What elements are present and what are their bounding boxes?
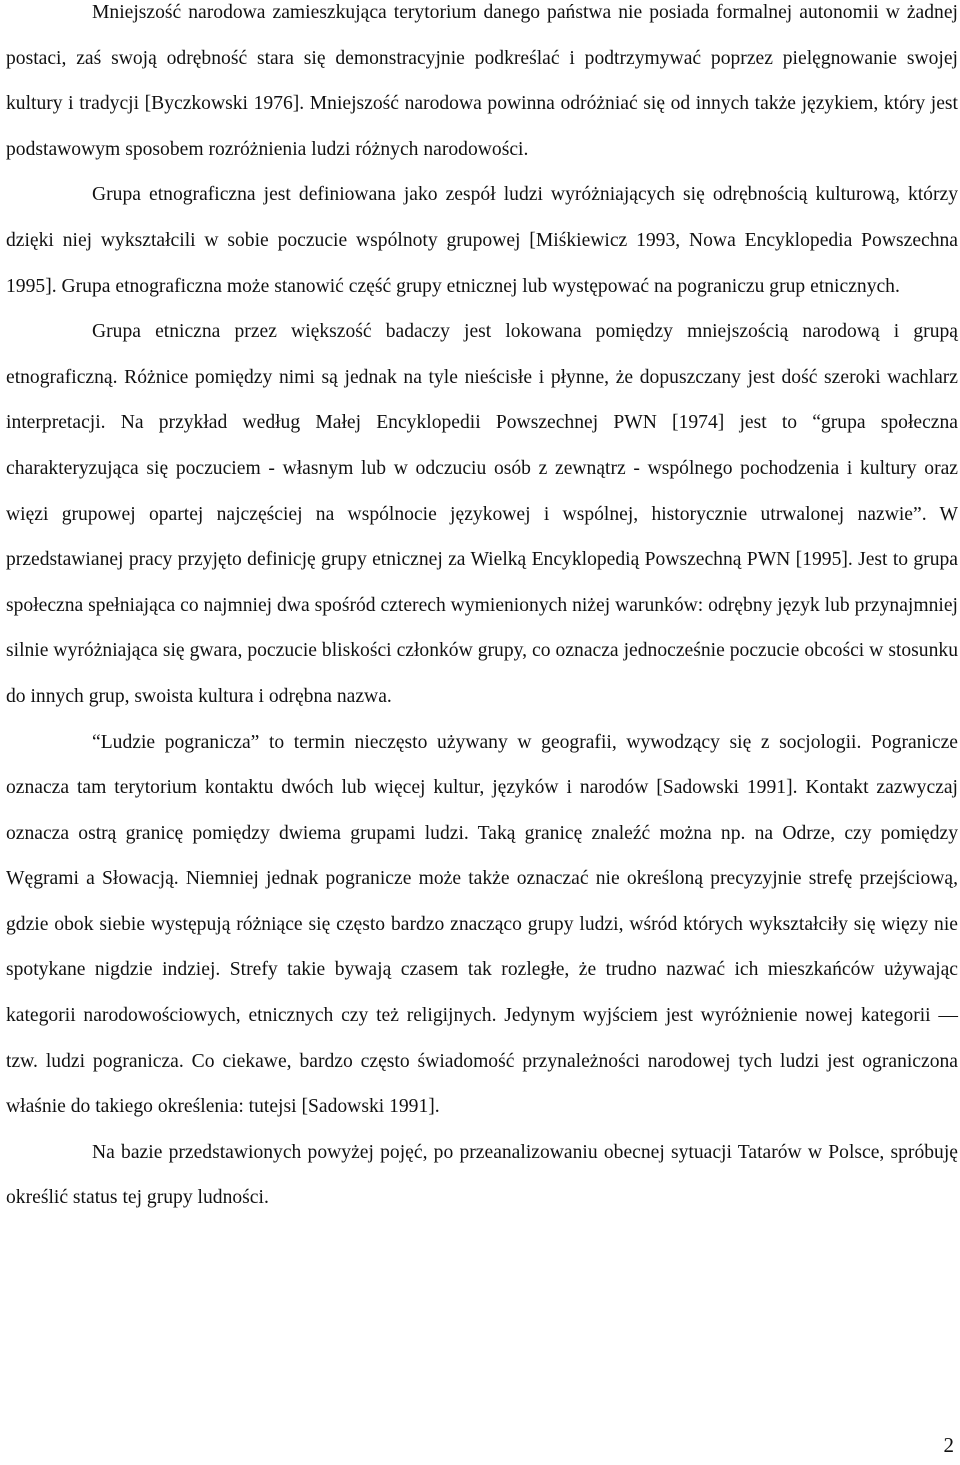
paragraph-ethnic-group: Grupa etniczna przez większość badaczy jest lokowana pomiędzy mniejszością narodową i grupą etnograficzną. Różnice pomiędzy nimi są jednak na tyle nieścisłe i płynne, że dopuszczany jest dość szeroki wachlarz interpretacji. Na przykład według Małej Encyklopedii Powszechnej PWN [1974] jest to “grupa społeczna charakteryzująca się poczuciem - własnym lub w odczuciu osób z zewnątrz - wspólnego pochodzenia i kultury oraz więzi grupowej opartej najczęściej na wspólnocie językowej i wspólnej, historycznie utrwalonej nazwie”. W przedstawianej pracy przyjęto definicję grupy etnicznej za Wielką Encyklopedią Powszechną PWN [1995]. Jest to grupa społeczna spełniająca co najmniej dwa spośród czterech wymienionych niżej warunków: odrębny język lub przynajmniej silnie wyróżniająca się gwara, poczucie bliskości członków grupy, co oznacza jednocześnie poczucie obcości w stosunku do innych grup, swoista kultura i odrębna nazwa. bbox=[6, 321, 958, 707]
body-text bbox=[6, 0, 958, 1221]
paragraph-conclusion: Na bazie przedstawionych powyżej pojęć, po przeanalizowaniu obecnej sytuacji Tatarów w Polsce, spróbuję określić status tej grupy ludności. bbox=[6, 1141, 958, 1209]
paragraph-borderland-people: “Ludzie pogranicza” to termin nieczęsto używany w geografii, wywodzący się z socjologii. Pogranicze oznacza tam terytorium kontaktu dwóch lub więcej kultur, języków i narodów [Sadowski 1991]. Kontakt zazwyczaj oznacza ostrą granicę pomiędzy dwiema grupami ludzi. Taką granicę znaleźć można np. na Odrze, czy pomiędzy Węgrami a Słowacją. Niemniej jednak pogranicze może także oznaczać nie określoną precyzyjnie strefę przejściową, gdzie obok siebie występują różniące się często bardzo znacząco grupy ludzi, wśród których wykształciły się więzy nie spotykane nigdzie indziej. Strefy takie bywają czasem tak rozległe, że trudno nazwać ich mieszkańców używając kategorii narodowościowych, etnicznych czy też religijnych. Jedynym wyjściem jest wyróżnienie nowej kategorii — tzw. ludzi pogranicza. Co ciekawe, bardzo często świadomość przynależności narodowej tych ludzi jest ograniczona właśnie do takiego określenia: tutejsi [Sadowski 1991]. bbox=[6, 731, 958, 1118]
paragraph-national-minority: Mniejszość narodowa zamieszkująca terytorium danego państwa nie posiada formalnej autonomii w żadnej postaci, zaś swoją odrębność stara się demonstracyjnie podkreślać i podtrzymywać poprzez pielęgnowanie swojej kultury i tradycji [Byczkowski 1976]. Mniejszość narodowa powinna odróżniać się od innych także językiem, który jest podstawowym sposobem rozróżnienia ludzi różnych narodowości. bbox=[6, 2, 958, 160]
page-number: 2 bbox=[943, 1433, 954, 1457]
paragraph-ethnographic-group: Grupa etnograficzna jest definiowana jako zespół ludzi wyróżniających się odrębnością kulturową, którzy dzięki niej wykształcili w sobie poczucie wspólnoty grupowej [Miśkiewicz 1993, Nowa Encyklopedia Powszechna 1995]. Grupa etnograficzna może stanowić część grupy etnicznej lub występować na pograniczu grup etnicznych. bbox=[6, 184, 958, 297]
